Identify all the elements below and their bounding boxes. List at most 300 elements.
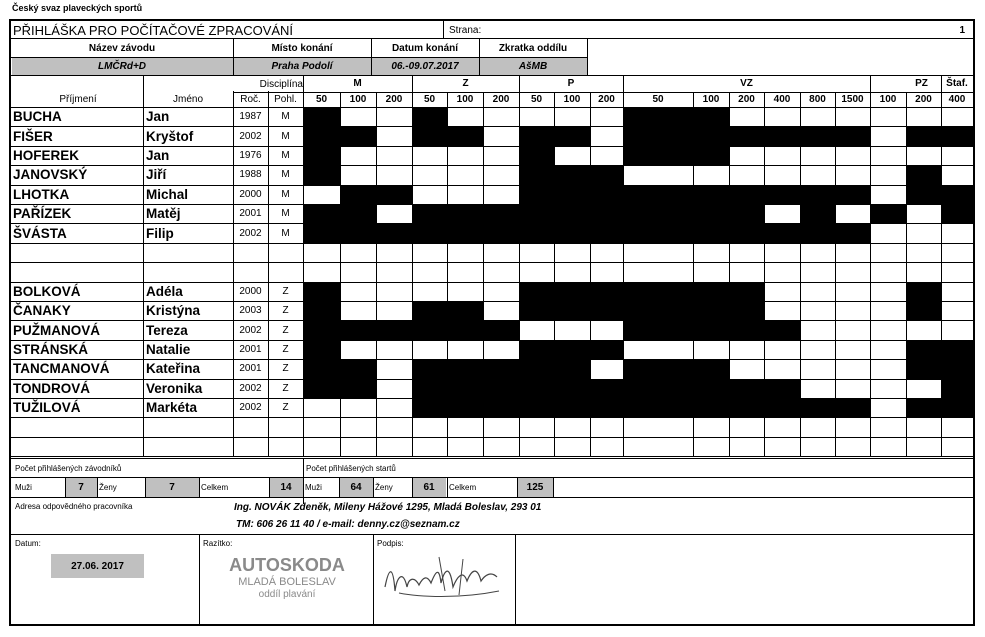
entry-mark[interactable] xyxy=(483,204,520,224)
entry-mark[interactable] xyxy=(376,223,413,243)
entry-mark[interactable] xyxy=(447,320,484,340)
entry-mark[interactable] xyxy=(623,282,694,302)
entry-mark[interactable] xyxy=(623,185,694,205)
col-divider xyxy=(764,107,765,456)
athlete-gender: Z xyxy=(282,363,289,375)
relay-header: Štaf. xyxy=(946,78,968,89)
athlete-gender: Z xyxy=(282,402,289,414)
entry-mark[interactable] xyxy=(693,146,730,166)
firstname-header: Jméno xyxy=(172,94,203,105)
entry-mark[interactable] xyxy=(303,165,341,185)
entry-mark[interactable] xyxy=(590,398,624,418)
signature-label: Podpis: xyxy=(377,538,404,548)
distance-header: 100 xyxy=(879,94,897,105)
entry-mark[interactable] xyxy=(340,379,377,399)
entry-mark[interactable] xyxy=(519,165,555,185)
distance-divider xyxy=(447,92,448,107)
event-date-header: Datum konání xyxy=(391,42,459,54)
group-p: P xyxy=(567,78,575,89)
event-divider xyxy=(479,38,480,75)
stamp-line: MLADÁ BOLESLAV xyxy=(238,575,336,588)
entry-mark[interactable] xyxy=(835,126,871,146)
entry-mark[interactable] xyxy=(590,340,624,360)
starts-label: Počet přihlášených startů xyxy=(306,464,396,474)
col-divider xyxy=(303,107,304,456)
summary-divider xyxy=(373,478,374,497)
entry-mark[interactable] xyxy=(623,223,694,243)
entry-mark[interactable] xyxy=(519,301,555,321)
col-divider xyxy=(554,107,555,456)
entry-mark[interactable] xyxy=(623,320,694,340)
entry-mark[interactable] xyxy=(447,379,484,399)
entry-mark[interactable] xyxy=(376,185,413,205)
entry-mark[interactable] xyxy=(693,282,730,302)
competitors-women: 7 xyxy=(169,482,175,494)
event-club-header: Zkratka oddílu xyxy=(498,42,568,54)
entry-mark[interactable] xyxy=(729,126,765,146)
athlete-surname: PUŽMANOVÁ xyxy=(13,322,100,338)
summary-divider xyxy=(65,478,66,497)
entry-mark[interactable] xyxy=(906,126,942,146)
competitors-label: Počet přihlášených závodníků xyxy=(15,464,122,474)
athlete-year: 2002 xyxy=(239,324,262,336)
entry-mark[interactable] xyxy=(412,301,448,321)
athlete-firstname: Veronika xyxy=(146,380,203,396)
entry-mark[interactable] xyxy=(412,126,448,146)
starts-total: 125 xyxy=(526,482,544,494)
entry-mark[interactable] xyxy=(412,204,448,224)
entry-mark[interactable] xyxy=(554,204,591,224)
distance-header: 400 xyxy=(773,94,791,105)
entry-mark[interactable] xyxy=(412,398,448,418)
athlete-year: 2002 xyxy=(239,130,262,142)
organization-name: Český svaz plaveckých sportů xyxy=(12,3,143,13)
athlete-surname: TANCMANOVÁ xyxy=(13,361,110,377)
distance-header: 200 xyxy=(492,94,510,105)
entry-mark[interactable] xyxy=(941,185,974,205)
col-divider xyxy=(268,107,269,456)
athlete-gender: M xyxy=(281,149,290,161)
entry-mark[interactable] xyxy=(412,359,448,379)
distance-header: 100 xyxy=(456,94,474,105)
entry-mark[interactable] xyxy=(764,185,801,205)
distance-header: 100 xyxy=(563,94,581,105)
event-divider xyxy=(587,38,588,75)
athlete-year: 2000 xyxy=(239,188,262,200)
athlete-surname: BOLKOVÁ xyxy=(13,283,81,299)
distance-divider xyxy=(376,92,377,107)
col-divider xyxy=(729,107,730,456)
entry-mark[interactable] xyxy=(693,320,730,340)
entry-mark[interactable] xyxy=(554,398,591,418)
entry-mark[interactable] xyxy=(340,320,377,340)
col-divider xyxy=(412,107,413,456)
entry-mark[interactable] xyxy=(519,359,555,379)
athlete-surname: JANOVSKÝ xyxy=(13,167,88,183)
footer-divider xyxy=(373,535,374,624)
distance-header: 200 xyxy=(385,94,403,105)
entry-form xyxy=(9,19,975,626)
group-m: M xyxy=(353,78,362,89)
col-divider xyxy=(483,107,484,456)
entry-mark[interactable] xyxy=(519,126,555,146)
page-number: 1 xyxy=(959,25,965,36)
athlete-year: 1987 xyxy=(239,111,262,123)
athlete-gender: M xyxy=(281,208,290,220)
entry-mark[interactable] xyxy=(303,204,341,224)
entry-mark[interactable] xyxy=(693,204,730,224)
entry-mark[interactable] xyxy=(590,223,624,243)
distance-divider xyxy=(340,92,341,107)
athlete-year: 2001 xyxy=(239,363,262,375)
athlete-gender: M xyxy=(281,111,290,123)
athlete-year: 1976 xyxy=(239,149,262,161)
col-divider xyxy=(800,107,801,456)
entry-mark[interactable] xyxy=(340,204,377,224)
entry-mark[interactable] xyxy=(447,204,484,224)
entry-mark[interactable] xyxy=(623,301,694,321)
athlete-firstname: Michal xyxy=(146,186,189,202)
athlete-firstname: Tereza xyxy=(146,322,188,338)
entry-mark[interactable] xyxy=(519,223,555,243)
entry-mark[interactable] xyxy=(412,107,448,127)
total-label: Celkem xyxy=(201,483,229,493)
athlete-firstname xyxy=(143,437,233,456)
athlete-firstname xyxy=(143,417,233,436)
entry-mark[interactable] xyxy=(447,301,484,321)
entry-mark[interactable] xyxy=(447,223,484,243)
event-place-header: Místo konání xyxy=(271,42,333,54)
entry-mark[interactable] xyxy=(303,146,341,166)
entry-mark[interactable] xyxy=(623,146,694,166)
entry-mark[interactable] xyxy=(729,301,765,321)
distance-divider xyxy=(483,92,484,107)
entry-mark[interactable] xyxy=(554,185,591,205)
entry-mark[interactable] xyxy=(303,320,341,340)
distance-divider xyxy=(764,92,765,107)
stamp-label: Razítko: xyxy=(203,538,233,548)
athlete-surname: ČANAKY xyxy=(13,303,71,319)
athlete-firstname xyxy=(143,243,233,262)
distance-divider xyxy=(554,92,555,107)
athlete-gender: Z xyxy=(282,324,289,336)
gender-header: Pohl. xyxy=(274,94,297,105)
distance-header: 400 xyxy=(948,94,966,105)
starts-women: 61 xyxy=(423,482,435,494)
group-vz: VZ xyxy=(740,78,753,89)
entry-mark[interactable] xyxy=(483,359,520,379)
relay-divider xyxy=(941,75,942,107)
athlete-gender: Z xyxy=(282,305,289,317)
entry-mark[interactable] xyxy=(906,340,942,360)
athlete-surname: FIŠER xyxy=(13,128,53,144)
athlete-surname xyxy=(11,243,143,262)
entry-mark[interactable] xyxy=(447,126,484,146)
entry-mark[interactable] xyxy=(554,379,591,399)
entry-mark[interactable] xyxy=(340,359,377,379)
club-stamp xyxy=(207,555,367,610)
form-title: PŘIHLÁŠKA PRO POČÍTAČOVÉ ZPRACOVÁNÍ xyxy=(13,23,294,38)
entry-mark[interactable] xyxy=(590,165,624,185)
entry-mark[interactable] xyxy=(554,282,591,302)
page-label: Strana: xyxy=(449,25,482,36)
col-divider xyxy=(233,107,234,456)
athlete-year: 2002 xyxy=(239,402,262,414)
entry-mark[interactable] xyxy=(447,398,484,418)
athlete-surname xyxy=(11,417,143,436)
entry-mark[interactable] xyxy=(554,223,591,243)
col-divider xyxy=(941,107,942,456)
athlete-year xyxy=(233,437,268,456)
col-divider xyxy=(143,107,144,456)
entry-mark[interactable] xyxy=(519,282,555,302)
athlete-firstname: Kryštof xyxy=(146,128,194,144)
entry-mark[interactable] xyxy=(623,379,694,399)
year-header: Roč. xyxy=(240,94,261,105)
athlete-surname: TONDROVÁ xyxy=(13,380,91,396)
distance-divider xyxy=(693,92,694,107)
entry-mark[interactable] xyxy=(303,223,341,243)
entry-mark[interactable] xyxy=(835,398,871,418)
entry-mark[interactable] xyxy=(483,320,520,340)
entry-mark[interactable] xyxy=(729,398,765,418)
athlete-surname: HOFEREK xyxy=(13,147,80,163)
women-label: Ženy xyxy=(375,483,393,493)
athlete-surname: TUŽILOVÁ xyxy=(13,400,81,416)
summary-divider xyxy=(199,478,200,497)
athlete-year: 2002 xyxy=(239,227,262,239)
entry-mark[interactable] xyxy=(303,379,341,399)
entry-mark[interactable] xyxy=(519,204,555,224)
distance-divider xyxy=(590,92,591,107)
athlete-gender xyxy=(268,262,303,281)
entry-mark[interactable] xyxy=(906,282,942,302)
col-divider xyxy=(340,107,341,456)
athlete-firstname: Kristýna xyxy=(146,303,201,319)
entry-mark[interactable] xyxy=(303,359,341,379)
athlete-firstname: Filip xyxy=(146,225,174,241)
distance-header: 200 xyxy=(738,94,755,105)
entry-mark[interactable] xyxy=(764,379,801,399)
entry-mark[interactable] xyxy=(835,185,871,205)
distance-header: 50 xyxy=(315,94,328,105)
entry-mark[interactable] xyxy=(941,398,974,418)
athlete-surname: STRÁNSKÁ xyxy=(13,341,89,357)
col-divider xyxy=(693,107,694,456)
athlete-firstname: Jiří xyxy=(146,167,167,183)
entry-mark[interactable] xyxy=(906,185,942,205)
distance-header: 100 xyxy=(349,94,367,105)
entry-mark[interactable] xyxy=(412,223,448,243)
entry-mark[interactable] xyxy=(906,398,942,418)
group-pz: PZ xyxy=(915,78,928,89)
entry-mark[interactable] xyxy=(729,223,765,243)
entry-mark[interactable] xyxy=(590,301,624,321)
entry-mark[interactable] xyxy=(590,282,624,302)
athlete-surname xyxy=(11,437,143,456)
entry-mark[interactable] xyxy=(693,359,730,379)
entry-mark[interactable] xyxy=(590,185,624,205)
summary-divider xyxy=(553,478,554,497)
entry-mark[interactable] xyxy=(764,126,801,146)
summary-divider xyxy=(447,478,448,497)
entry-mark[interactable] xyxy=(729,204,765,224)
signature-date: 27.06. 2017 xyxy=(71,560,124,572)
entry-mark[interactable] xyxy=(303,301,341,321)
entry-mark[interactable] xyxy=(483,223,520,243)
entry-mark[interactable] xyxy=(906,301,942,321)
entry-mark[interactable] xyxy=(303,340,341,360)
athlete-year xyxy=(233,243,268,262)
summary-divider xyxy=(97,478,98,497)
entry-mark[interactable] xyxy=(941,204,974,224)
entry-mark[interactable] xyxy=(412,379,448,399)
entry-mark[interactable] xyxy=(693,379,730,399)
entry-mark[interactable] xyxy=(590,379,624,399)
entry-mark[interactable] xyxy=(764,320,801,340)
entry-mark[interactable] xyxy=(941,340,974,360)
col-divider xyxy=(376,107,377,456)
contact-phone-email: TM: 606 26 11 40 / e-mail: denny.cz@seznam.cz xyxy=(236,518,460,530)
entry-mark[interactable] xyxy=(729,185,765,205)
entry-mark[interactable] xyxy=(906,359,942,379)
stamp-line: AUTOSKODA xyxy=(229,555,345,576)
distance-divider xyxy=(800,92,801,107)
athlete-gender: Z xyxy=(282,382,289,394)
competitors-men: 7 xyxy=(78,482,84,494)
athlete-year: 2002 xyxy=(239,382,262,394)
entry-mark[interactable] xyxy=(623,204,694,224)
entry-mark[interactable] xyxy=(519,379,555,399)
athlete-year: 2000 xyxy=(239,285,262,297)
entry-mark[interactable] xyxy=(483,379,520,399)
total-label: Celkem xyxy=(449,483,477,493)
entry-mark[interactable] xyxy=(764,398,801,418)
event-place: Praha Podolí xyxy=(271,61,333,72)
men-label: Muži xyxy=(305,483,322,493)
event-name-header: Název závodu xyxy=(88,42,156,54)
entry-mark[interactable] xyxy=(693,185,730,205)
group-z: Z xyxy=(462,78,469,89)
athlete-firstname: Jan xyxy=(146,109,170,125)
athlete-firstname: Adéla xyxy=(146,283,183,299)
entry-mark[interactable] xyxy=(590,204,624,224)
entry-mark[interactable] xyxy=(870,204,907,224)
title-divider xyxy=(443,21,444,39)
entry-mark[interactable] xyxy=(693,107,730,127)
col-divider xyxy=(590,107,591,456)
entry-mark[interactable] xyxy=(554,165,591,185)
entry-mark[interactable] xyxy=(729,320,765,340)
distance-divider xyxy=(729,92,730,107)
entry-mark[interactable] xyxy=(941,379,974,399)
athlete-gender xyxy=(268,437,303,456)
footer-divider xyxy=(515,535,516,624)
entry-mark[interactable] xyxy=(483,398,520,418)
entry-mark[interactable] xyxy=(623,126,694,146)
entry-mark[interactable] xyxy=(800,185,836,205)
entry-mark[interactable] xyxy=(303,282,341,302)
athlete-gender: M xyxy=(281,169,290,181)
entry-mark[interactable] xyxy=(623,359,694,379)
event-club: AšMB xyxy=(518,61,548,72)
distance-header: 100 xyxy=(702,94,720,105)
distance-header: 50 xyxy=(652,94,664,105)
summary-divider xyxy=(339,478,340,497)
summary-divider xyxy=(145,478,146,497)
competitors-total: 14 xyxy=(280,482,292,494)
athlete-surname xyxy=(11,262,143,281)
row-line xyxy=(11,456,973,457)
entry-mark[interactable] xyxy=(447,359,484,379)
entry-mark[interactable] xyxy=(941,126,974,146)
entry-mark[interactable] xyxy=(764,223,801,243)
summary-divider xyxy=(269,478,270,497)
athlete-firstname: Jan xyxy=(146,147,170,163)
men-label: Muži xyxy=(15,483,32,493)
entry-mark[interactable] xyxy=(693,223,730,243)
entry-mark[interactable] xyxy=(623,107,694,127)
event-divider xyxy=(233,38,234,75)
entry-mark[interactable] xyxy=(835,223,871,243)
athlete-firstname: Kateřina xyxy=(146,361,201,377)
entry-mark[interactable] xyxy=(376,320,413,340)
entry-mark[interactable] xyxy=(340,223,377,243)
athlete-gender: Z xyxy=(282,343,289,355)
distance-header: 1500 xyxy=(841,94,864,105)
entry-mark[interactable] xyxy=(729,282,765,302)
entry-mark[interactable] xyxy=(412,320,448,340)
athlete-firstname: Markéta xyxy=(146,400,198,416)
entry-mark[interactable] xyxy=(303,126,341,146)
entry-mark[interactable] xyxy=(554,340,591,360)
entry-mark[interactable] xyxy=(519,185,555,205)
entry-mark[interactable] xyxy=(693,398,730,418)
entry-mark[interactable] xyxy=(623,398,694,418)
entry-mark[interactable] xyxy=(554,359,591,379)
entry-mark[interactable] xyxy=(340,126,377,146)
athlete-surname: ŠVÁSTA xyxy=(13,225,67,241)
col-divider xyxy=(623,107,624,456)
entry-mark[interactable] xyxy=(519,340,555,360)
entry-mark[interactable] xyxy=(554,301,591,321)
entry-mark[interactable] xyxy=(303,107,341,127)
athlete-gender xyxy=(268,417,303,436)
women-label: Ženy xyxy=(99,483,117,493)
athlete-year: 2001 xyxy=(239,208,262,220)
entry-mark[interactable] xyxy=(800,223,836,243)
entry-mark[interactable] xyxy=(800,204,836,224)
entry-mark[interactable] xyxy=(693,126,730,146)
distance-header: 50 xyxy=(423,94,436,105)
entry-mark[interactable] xyxy=(729,379,765,399)
athlete-firstname: Matěj xyxy=(146,206,181,222)
entry-mark[interactable] xyxy=(906,165,942,185)
entry-mark[interactable] xyxy=(800,126,836,146)
entry-mark[interactable] xyxy=(519,146,555,166)
athlete-year xyxy=(233,417,268,436)
entry-mark[interactable] xyxy=(340,185,377,205)
starts-men: 64 xyxy=(350,482,362,494)
entry-mark[interactable] xyxy=(693,301,730,321)
contact-address: Ing. NOVÁK Zdeněk, Mileny Hážové 1295, Mladá Boleslav, 293 01 xyxy=(234,501,542,513)
athlete-year: 2001 xyxy=(239,343,262,355)
entry-mark[interactable] xyxy=(941,359,974,379)
distance-header: 200 xyxy=(598,94,615,105)
entry-mark[interactable] xyxy=(519,398,555,418)
entry-mark[interactable] xyxy=(800,398,836,418)
entry-mark[interactable] xyxy=(554,126,591,146)
